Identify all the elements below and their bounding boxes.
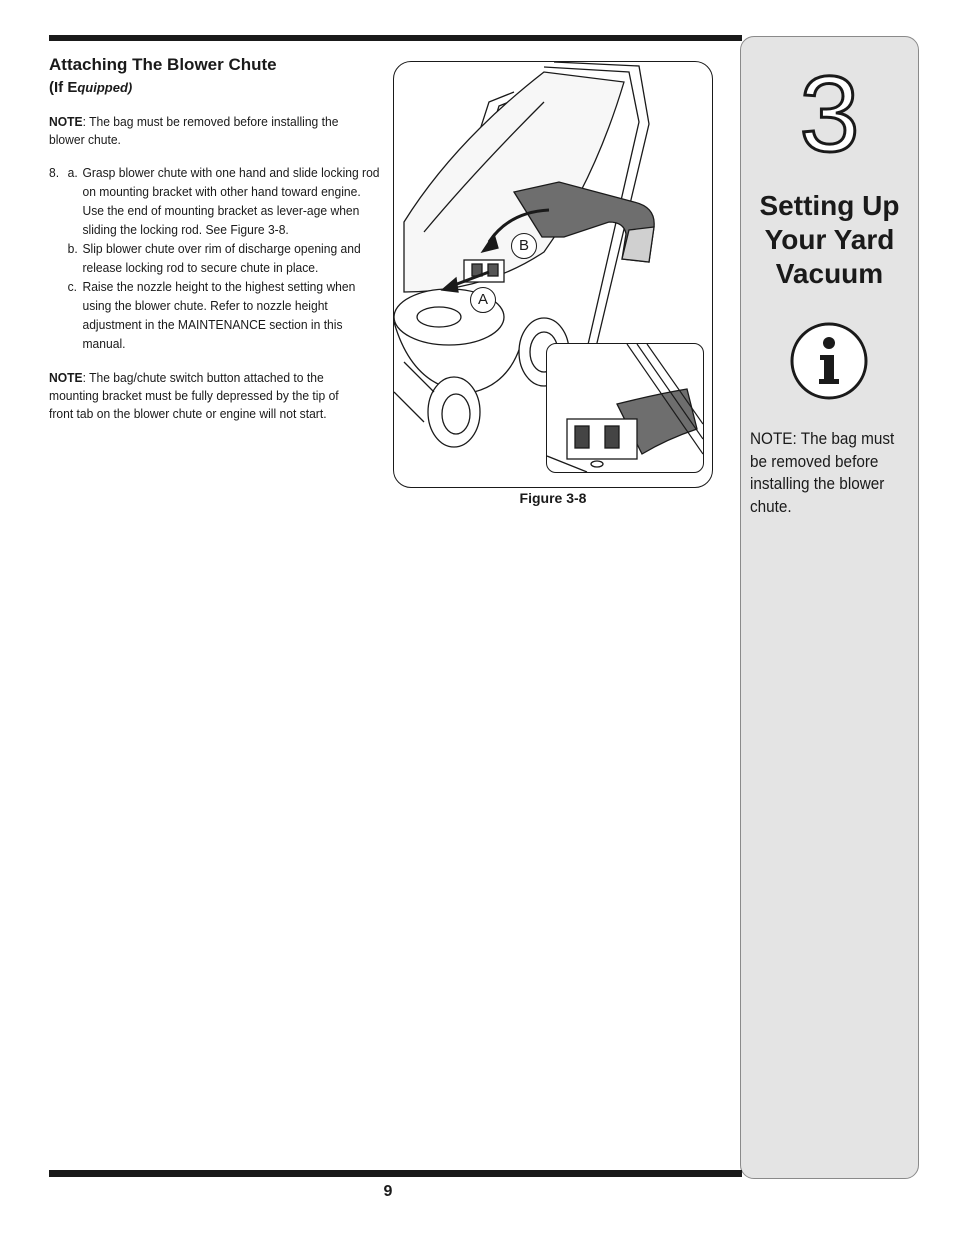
figure-inset-detail — [546, 343, 704, 473]
top-rule — [49, 35, 742, 41]
chapter-title-line: Your Yard — [764, 224, 895, 255]
chapter-title-line: Vacuum — [775, 258, 884, 289]
step-list — [49, 163, 380, 353]
section-subtitle — [49, 78, 381, 98]
step-item — [49, 239, 380, 277]
note-label: NOTE — [49, 370, 83, 385]
step-item — [49, 277, 380, 353]
note-bag-removed — [49, 113, 365, 149]
note-label: NOTE — [49, 114, 83, 129]
note-switch-button — [49, 369, 365, 423]
info-icon — [789, 321, 869, 401]
chapter-number: 3 — [799, 53, 860, 174]
step-text: Grasp blower chute with one hand and slide locking rod on mounting bracket with other hand toward engine. Use the end of mounting bracket as lever-age when sliding the locking rod. See Figure 3-8. — [82, 165, 380, 237]
inset-line-drawing — [547, 344, 703, 472]
page-number: 9 — [383, 1183, 393, 1200]
step-text: Raise the nozzle height to the highest setting when using the blower chute. Refer to nozzle height adjustment in the MAINTENANCE section in this manual. — [82, 279, 356, 351]
step-letter: a. — [67, 165, 78, 180]
callout-b: B — [511, 233, 537, 259]
figure-illustration — [393, 61, 713, 488]
subtitle-prefix: (If E — [49, 79, 78, 96]
bottom-rule — [49, 1170, 742, 1177]
step-text: Slip blower chute over rim of discharge opening and release locking rod to secure chute in place. — [82, 241, 361, 275]
chapter-sidebar — [740, 36, 919, 1179]
section-title: Attaching The Blower Chute — [49, 55, 277, 74]
note-text: : The bag/chute switch button attached to the mounting bracket must be fully depressed by the tip of front tab on the blower chute or engine will not start. — [49, 370, 339, 421]
step-number: 8. — [49, 165, 60, 180]
figure-caption: Figure 3-8 — [519, 490, 587, 506]
chapter-title-line: Setting Up — [759, 190, 900, 221]
note-text: : The bag must be removed before installing the blower chute. — [49, 114, 339, 147]
chapter-title — [741, 189, 918, 291]
subtitle-small: quipped) — [77, 80, 133, 95]
instructions-column — [49, 54, 381, 423]
step-letter: b. — [67, 241, 78, 256]
step-letter: c. — [67, 279, 78, 294]
sidebar-note: NOTE: The bag must be removed before installing the blower chute. — [750, 429, 895, 516]
callout-a: A — [470, 287, 496, 313]
step-item — [49, 163, 380, 239]
